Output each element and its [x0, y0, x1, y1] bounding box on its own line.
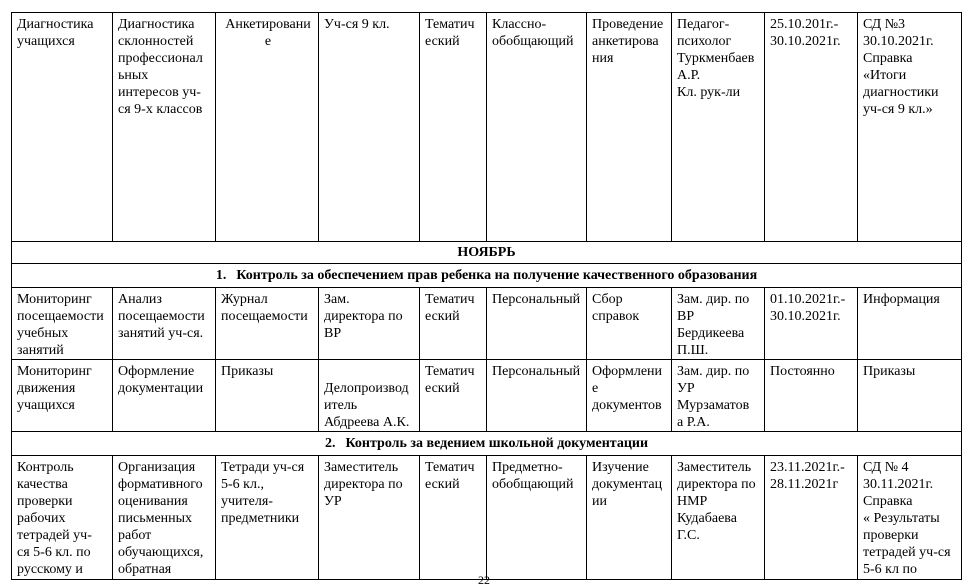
page-number: 22 [478, 573, 490, 587]
table-body [12, 13, 962, 580]
month-header [12, 242, 962, 264]
cell-documents: Журнал посещаемости [216, 288, 319, 360]
cell-subject: Оформление документации [113, 360, 216, 432]
cell-period: Постоянно [765, 360, 858, 432]
cell-text: СД № 4 30.11.2021г. Справка « Результаты проверки тетрадей уч-ся 5-6 кл по [863, 460, 951, 577]
cell-result [858, 456, 962, 580]
cell-method [587, 456, 672, 580]
cell-method: Проведение анкетирова ния [587, 13, 672, 242]
cell-period: 01.10.2021г.- 30.10.2021г. [765, 288, 858, 360]
cell-period: 25.10.201г.- 30.10.2021г. [765, 13, 858, 242]
cell-object: Мониторинг посещаемости учебных занятий [12, 288, 113, 360]
table-row [12, 13, 962, 242]
table-row [12, 360, 962, 432]
cell-subject: Анализ посещаемости занятий уч-ся. [113, 288, 216, 360]
cell-performer: Зам. дир. по ВР Бердикеева П.Ш. [672, 288, 765, 360]
cell-result: Информация [858, 288, 962, 360]
cell-text: Контроль качества проверки рабочих тетрадей уч- ся 5-6 кл. по русскому и [17, 460, 92, 577]
cell-control-type: Тематич еский [420, 288, 487, 360]
cell-control-form: Классно- обобщающий [487, 13, 587, 242]
cell-responsible-role: Делопроизвод итель Абдреева А.К. [319, 360, 420, 432]
cell-result: СД №3 30.10.2021г. Справка «Итоги диагностики уч-ся 9 кл.» [858, 13, 962, 242]
cell-text: Тематич еский [425, 460, 475, 492]
section-title: Контроль за обеспечением прав ребенка на получение качественного образования [236, 268, 758, 283]
table-row [12, 288, 962, 360]
cell-period [765, 456, 858, 580]
cell-method: Оформлени е документов [587, 360, 672, 432]
cell-subject: Диагностика склонностей профессионал ьных интересов уч- ся 9-х классов [113, 13, 216, 242]
cell-object: Мониторинг движения учащихся [12, 360, 113, 432]
control-plan-table [11, 12, 962, 580]
month-title: НОЯБРЬ [457, 245, 516, 260]
cell-control-type: Тематич еский [420, 13, 487, 242]
cell-performer [672, 456, 765, 580]
cell-text: Организация формативного оценивания письменных работ обучающихся, обратная [118, 460, 204, 577]
cell-responsible-role: Зам. директора по ВР [319, 288, 420, 360]
cell-method: Сбор справок [587, 288, 672, 360]
cell-text: 23.11.2021г.- 28.11.2021г [770, 460, 845, 492]
cell-control-type [420, 456, 487, 580]
section-header-2 [12, 432, 962, 456]
section-header-1 [12, 264, 962, 288]
cell-documents: Анкетировани е [216, 13, 319, 242]
section-number: 2. [324, 436, 336, 451]
cell-responsible-role [319, 456, 420, 580]
cell-documents [216, 456, 319, 580]
cell-text: Предметно- обобщающий [492, 460, 574, 492]
cell-control-form [487, 456, 587, 580]
section-header-2-row [12, 432, 962, 456]
cell-documents: Приказы [216, 360, 319, 432]
month-header-row [12, 242, 962, 264]
cell-control-type: Тематич еский [420, 360, 487, 432]
cell-text: Изучение документац ии [592, 460, 663, 509]
section-number: 1. [215, 268, 227, 283]
cell-text: Тетради уч-ся 5-6 кл., учителя- предметники [221, 460, 305, 526]
table-row [12, 456, 962, 580]
cell-control-form: Персональный [487, 360, 587, 432]
cell-object: Диагностика учащихся [12, 13, 113, 242]
cell-responsible-role: Уч-ся 9 кл. [319, 13, 420, 242]
cell-result: Приказы [858, 360, 962, 432]
section-title: Контроль за ведением школьной документации [345, 436, 649, 451]
cell-performer: Педагог- психолог Туркменбаев А.Р. Кл. рук-ли [672, 13, 765, 242]
cell-control-form: Персональный [487, 288, 587, 360]
cell-performer: Зам. дир. по УР Мурзаматов а Р.А. [672, 360, 765, 432]
cell-text: Заместитель директора по УР [324, 460, 403, 509]
cell-text: Заместитель директора по НМР Кудабаева Г.С. [677, 460, 756, 543]
section-header-1-row [12, 264, 962, 288]
cell-subject [113, 456, 216, 580]
cell-object [12, 456, 113, 580]
